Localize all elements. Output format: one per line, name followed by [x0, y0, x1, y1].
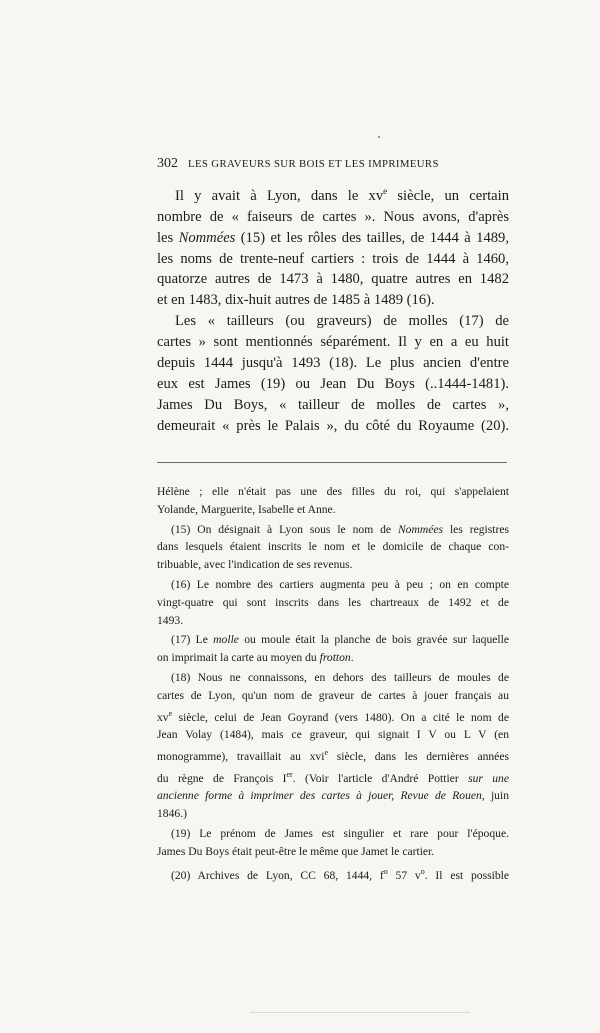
- running-header: [157, 156, 507, 172]
- text-line: Il y avait à Lyon, dans le $xv^e$ siècle, un certain: [175, 186, 509, 204]
- text-line: demeurait « près le Palais », du côté du Royaume (20).: [157, 417, 509, 434]
- text-line: nombre de « faiseurs de cartes ». Nous avons, d'après: [157, 208, 509, 225]
- footnote-separator: [157, 462, 507, 463]
- paragraph-2: [157, 311, 509, 436]
- paragraph-1: [157, 181, 509, 311]
- text-line: les Nommées (15) et les rôles des tailles, de 1444 à 1489,: [157, 229, 509, 246]
- footnote-19: (19) Le prénom de James est singulier et rare pour l'époque. James Du Boys était peut-être le même que Jamet le cartier.: [157, 826, 509, 858]
- text-line: quatorze autres de 1473 à 1480, quatre autres en 1482: [157, 271, 509, 288]
- text-line: Les « tailleurs (ou graveurs) de molles (17) de: [175, 313, 509, 330]
- text-line: depuis 1444 jusqu'à 1493 (18). Le plus ancien d'entre: [157, 355, 509, 372]
- main-text: [157, 181, 509, 437]
- text-line: eux est James (19) ou Jean Du Boys (..1444-1481).: [157, 376, 509, 393]
- running-title: LES GRAVEURS SUR BOIS ET LES IMPRIMEURS: [188, 158, 439, 170]
- footnote-15: (15) On désignait à Lyon sous le nom de Nommées les registres dans lesquels étaient inscrits le nom et le domicile de chaque con- tribuable, avec l'indication de ses revenus.: [157, 522, 509, 572]
- text-line: cartes » sont mentionnés séparément. Il y en a eu huit: [157, 334, 509, 351]
- scan-speck: [250, 1012, 470, 1013]
- page-number: 302: [157, 156, 178, 171]
- text-line: et en 1483, dix-huit autres de 1485 à 1489 (16).: [157, 292, 435, 309]
- footnote-16: (16) Le nombre des cartiers augmenta peu à peu ; on en compte vingt-quatre qui sont inscrits dans les chartreaux de 1492 et de 1493.: [157, 577, 509, 627]
- text-line: les noms de trente-neuf cartiers : trois de 1444 à 1460,: [157, 250, 509, 267]
- scan-speck: [378, 136, 380, 138]
- footnote-continuation: Hélène ; elle n'était pas une des filles du roi, qui s'appelaient Yolande, Marguerite, Isabelle et Anne.: [157, 485, 509, 516]
- footnote-18: (18) Nous ne connaissons, en dehors des tailleurs de moules de cartes de Lyon, qu'un nom de graveur de cartes à jouer français au $xv^e$ siècle, celui de Jean Goyrand (vers 1480). On a cité le nom de Jean Volay (1484), mais ce graveur, qui signait I V ou L V (en monogramme), travaillait au xvi$^e$ siècle, dans les dernières années du règne de François Ier. (Voir l'article d'André Pottier sur une ancienne forme à imprimer des cartes à jouer, Revue de Rouen, juin 1846.): [157, 670, 509, 821]
- footnote-20: (20) Archives de Lyon, CC 68, 1444, $f^o$ 57 $v^o$. Il est possible: [171, 866, 510, 882]
- footnote-17: (17) Le molle ou moule était la planche de bois gravée sur laquelle on imprimait la carte au moyen du frotton.: [157, 633, 509, 665]
- text-line: James Du Boys, « tailleur de molles de cartes »,: [157, 396, 509, 413]
- footnotes: [157, 483, 509, 884]
